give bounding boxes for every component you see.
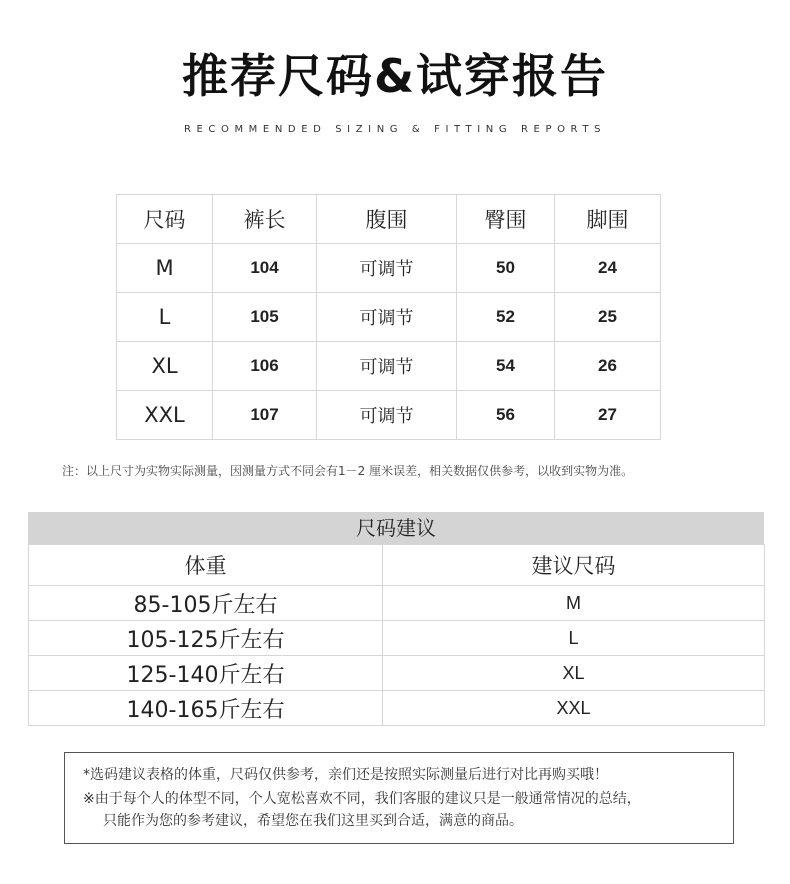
size-chart-header-row [117, 195, 661, 244]
cell-waist: 可调节 [317, 293, 457, 342]
header-recommended-size: 建议尺码 [383, 545, 765, 586]
cell-pants-length: 104 [213, 244, 317, 293]
cell-ankle: 26 [555, 342, 661, 391]
size-chart-table [116, 194, 661, 440]
cell-size: XL [117, 342, 213, 391]
cell-waist: 可调节 [317, 244, 457, 293]
page-title: 推荐尺码&试穿报告 [181, 49, 609, 103]
table-row [29, 621, 765, 656]
cell-ankle: 24 [555, 244, 661, 293]
cell-recommended-size: M [383, 586, 765, 621]
cell-hip: 50 [457, 244, 555, 293]
recommendation-table [28, 544, 765, 726]
measurement-note: 注：以上尺寸为实物实际测量，因测量方式不同会有1－2 厘米误差，相关数据仅供参考，以收到实物为准。 [62, 464, 634, 478]
table-row [29, 586, 765, 621]
cell-weight: 105-125斤左右 [29, 621, 383, 656]
cell-size: M [117, 244, 213, 293]
remarks-box [64, 752, 734, 844]
cell-ankle: 25 [555, 293, 661, 342]
cell-size: L [117, 293, 213, 342]
cell-ankle: 27 [555, 391, 661, 440]
remark-line: *选码建议表格的体重，尺码仅供参考，亲们还是按照实际测量后进行对比再购买哦！ [83, 767, 608, 783]
remark-line: 只能作为您的参考建议，希望您在我们这里买到合适，满意的商品。 [103, 813, 523, 829]
cell-pants-length: 105 [213, 293, 317, 342]
cell-hip: 54 [457, 342, 555, 391]
table-row [29, 691, 765, 726]
cell-waist: 可调节 [317, 342, 457, 391]
cell-recommended-size: L [383, 621, 765, 656]
cell-hip: 52 [457, 293, 555, 342]
cell-size: XXL [117, 391, 213, 440]
page-subtitle: RECOMMENDED SIZING & FITTING REPORTS [183, 124, 607, 135]
table-row [117, 293, 661, 342]
cell-pants-length: 107 [213, 391, 317, 440]
table-row [117, 391, 661, 440]
cell-weight: 125-140斤左右 [29, 656, 383, 691]
recommendation-header-row [29, 545, 765, 586]
header-hip: 臀围 [457, 195, 555, 244]
header-weight: 体重 [29, 545, 383, 586]
cell-hip: 56 [457, 391, 555, 440]
header-waist: 腹围 [317, 195, 457, 244]
table-row [117, 342, 661, 391]
recommendation-title: 尺码建议 [28, 512, 764, 544]
cell-recommended-size: XXL [383, 691, 765, 726]
header-size: 尺码 [117, 195, 213, 244]
cell-recommended-size: XL [383, 656, 765, 691]
table-row [117, 244, 661, 293]
cell-pants-length: 106 [213, 342, 317, 391]
table-row [29, 656, 765, 691]
remark-line: ※由于每个人的体型不同，个人宽松喜欢不同，我们客服的建议只是一般通常情况的总结， [83, 791, 641, 807]
cell-weight: 85-105斤左右 [29, 586, 383, 621]
header-pants-length: 裤长 [213, 195, 317, 244]
header-ankle: 脚围 [555, 195, 661, 244]
cell-weight: 140-165斤左右 [29, 691, 383, 726]
cell-waist: 可调节 [317, 391, 457, 440]
